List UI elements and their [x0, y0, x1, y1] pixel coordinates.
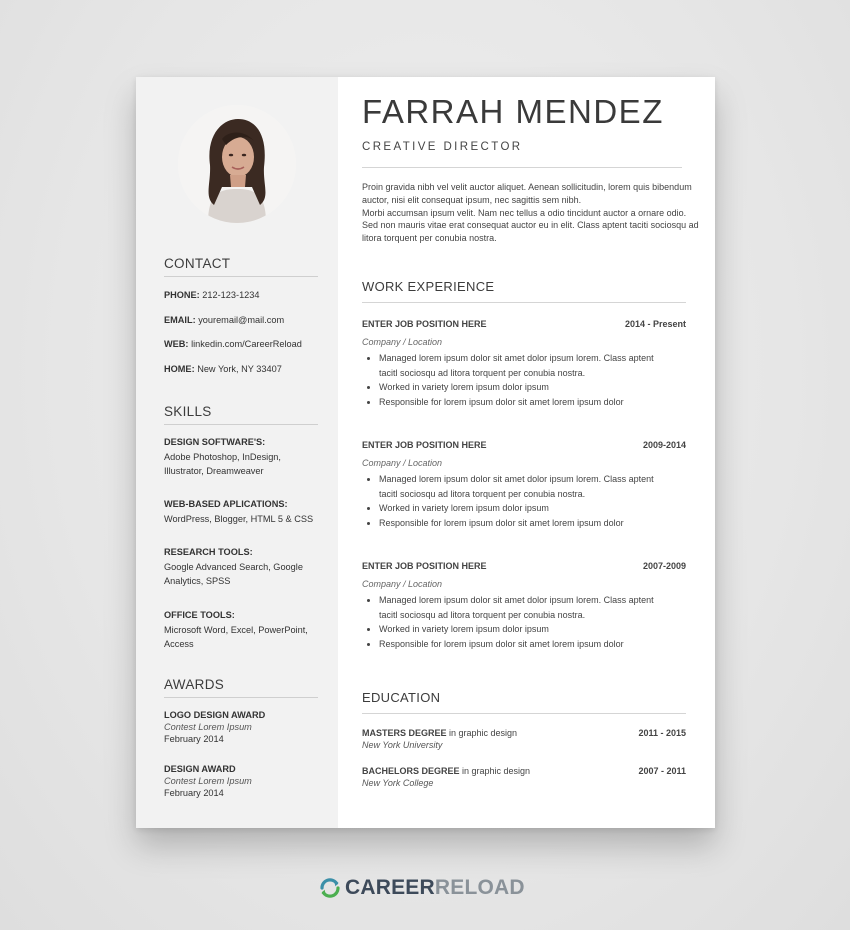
skill-group-line: Adobe Photoshop, InDesign,: [164, 451, 281, 462]
award-date: February 2014: [164, 733, 224, 744]
contact-web-value[interactable]: linkedin.com/CareerReload: [191, 339, 302, 349]
job-bullets: [362, 593, 686, 651]
award-date: February 2014: [164, 787, 224, 798]
contact-web-label: WEB:: [164, 339, 189, 349]
job-title: ENTER JOB POSITION HERE: [362, 561, 487, 571]
job-date: 2007-2009: [642, 561, 686, 571]
education-heading: EDUCATION: [362, 690, 441, 705]
education-date: 2011 - 2015: [638, 728, 686, 738]
skill-group-line: Access: [164, 639, 194, 649]
resume-page: [136, 77, 715, 828]
job-bullet-line: Managed lorem ipsum dolor sit amet dolor ipsum lorem. Class aptent: [379, 474, 654, 484]
header-rule: [362, 167, 682, 168]
skill-group-line: WordPress, Blogger, HTML 5 & CSS: [164, 513, 314, 524]
education-entry: [362, 766, 686, 788]
job-bullet-line: Managed lorem ipsum dolor sit amet dolor ipsum lorem. Class aptent: [379, 595, 654, 605]
job-entry: [362, 440, 686, 530]
job-bullet-line: Managed lorem ipsum dolor sit amet dolor ipsum lorem. Class aptent: [379, 353, 654, 363]
education-school: New York College: [362, 778, 434, 788]
brand-wordmark: [345, 876, 525, 900]
job-title: ENTER JOB POSITION HERE: [362, 319, 487, 329]
job-bullet-line: tacitl sociosqu ad litora torquent per conubia nostra.: [379, 488, 586, 499]
education-degree-line: [362, 728, 686, 738]
candidate-role: CREATIVE DIRECTOR: [362, 141, 523, 153]
sidebar: [136, 77, 338, 828]
education-date: 2007 - 2011: [638, 766, 686, 776]
skills-heading: SKILLS: [164, 404, 212, 419]
candidate-name: FARRAH MENDEZ: [362, 93, 664, 130]
skill-group-label: RESEARCH TOOLS:: [164, 547, 253, 557]
contact-phone: [164, 290, 260, 300]
award-item: [164, 764, 252, 799]
contact-home: [164, 364, 282, 374]
award-org: Contest Lorem Ipsum: [164, 721, 252, 732]
profile-summary: [362, 181, 702, 245]
job-bullets: [362, 351, 686, 409]
skill-group: [164, 435, 281, 479]
job-bullet: • Worked in variety lorem ipsum dolor ipsum: [379, 380, 686, 395]
job-bullet: • Responsible for lorem ipsum dolor sit amet lorem ipsum dolor: [379, 395, 686, 410]
job-entry: [362, 561, 686, 651]
skill-group-label: DESIGN SOFTWARE'S:: [164, 437, 266, 447]
contact-email-label: EMAIL:: [164, 315, 196, 325]
job-bullet: [379, 593, 686, 622]
award-title: DESIGN AWARD: [164, 764, 236, 774]
education-degree-line: [362, 766, 686, 776]
job-bullet: • Worked in variety lorem ipsum dolor ipsum: [379, 622, 686, 637]
skill-group-label: WEB-BASED APLICATIONS:: [164, 499, 288, 509]
skill-group-line: Illustrator, Dreamweaver: [164, 466, 264, 476]
skills-rule: [164, 424, 318, 425]
award-org: Contest Lorem Ipsum: [164, 775, 252, 786]
education-rule: [362, 713, 686, 714]
job-title: ENTER JOB POSITION HERE: [362, 440, 487, 450]
skill-group-line: Google Advanced Search, Google: [164, 561, 303, 572]
summary-paragraph: Proin gravida nibh vel velit auctor aliquet. Aenean sollicitudin, lorem quis bibendum auctor, nisi elit consequat ipsum, nec sagittis sem nibh.: [362, 182, 692, 205]
work-rule: [362, 302, 686, 303]
contact-email-value[interactable]: youremail@mail.com: [198, 315, 285, 325]
award-item: [164, 710, 265, 745]
work-heading: WORK EXPERIENCE: [362, 279, 495, 294]
job-bullet: [379, 472, 686, 501]
brand-reload: RELOAD: [434, 876, 525, 899]
skill-group: [164, 608, 308, 652]
job-entry: [362, 319, 686, 409]
skill-group-label: OFFICE TOOLS:: [164, 610, 235, 620]
job-bullet-line: tacitl sociosqu ad litora torquent per conubia nostra.: [379, 367, 586, 378]
job-bullet: • Worked in variety lorem ipsum dolor ipsum: [379, 501, 686, 516]
award-title: LOGO DESIGN AWARD: [164, 710, 266, 720]
education-field: in graphic design: [459, 766, 531, 776]
job-date: 2014 - Present: [624, 319, 686, 329]
contact-web: [164, 339, 302, 349]
job-bullet-line: tacitl sociosqu ad litora torquent per conubia nostra.: [379, 609, 586, 620]
skill-group-line: Microsoft Word, Excel, PowerPoint,: [164, 624, 308, 635]
contact-home-value: New York, NY 33407: [197, 364, 282, 374]
contact-phone-label: PHONE:: [164, 290, 200, 300]
job-company: Company / Location: [362, 458, 443, 468]
education-field: in graphic design: [446, 728, 518, 738]
education-entry: [362, 728, 686, 750]
awards-heading: AWARDS: [164, 677, 225, 692]
careerreload-logo[interactable]: [318, 876, 525, 900]
job-bullet: [379, 351, 686, 380]
contact-phone-value: 212-123-1234: [202, 290, 260, 300]
education-degree: MASTERS DEGREE: [362, 728, 447, 738]
job-company: Company / Location: [362, 579, 443, 589]
awards-rule: [164, 697, 318, 698]
portrait-image: [178, 105, 296, 223]
brand-career: CAREER: [345, 876, 435, 899]
main-column: [338, 77, 715, 828]
reload-icon: [318, 876, 342, 900]
contact-heading: CONTACT: [164, 256, 231, 271]
profile-photo: [178, 105, 296, 223]
job-bullets: [362, 472, 686, 530]
job-company: Company / Location: [362, 337, 443, 347]
summary-paragraph: Morbi accumsan ipsum velit. Nam nec tellus a odio tincidunt auctor a ornare odio. Sed non mauris vitae erat consequat auctor eu in elit. Class aptent taciti sociosqu ad litora torquent per conubia nostra.: [362, 207, 699, 244]
contact-email: [164, 315, 284, 325]
skill-group: [164, 545, 303, 589]
job-bullet: • Responsible for lorem ipsum dolor sit amet lorem ipsum dolor: [379, 637, 686, 652]
contact-rule: [164, 276, 318, 277]
skill-group: [164, 497, 313, 526]
job-bullet: • Responsible for lorem ipsum dolor sit amet lorem ipsum dolor: [379, 516, 686, 531]
contact-home-label: HOME:: [164, 364, 195, 374]
education-degree: BACHELORS DEGREE: [362, 766, 460, 776]
education-school: New York University: [362, 740, 443, 750]
skill-group-line: Analytics, SPSS: [164, 576, 231, 586]
job-date: 2009-2014: [642, 440, 686, 450]
